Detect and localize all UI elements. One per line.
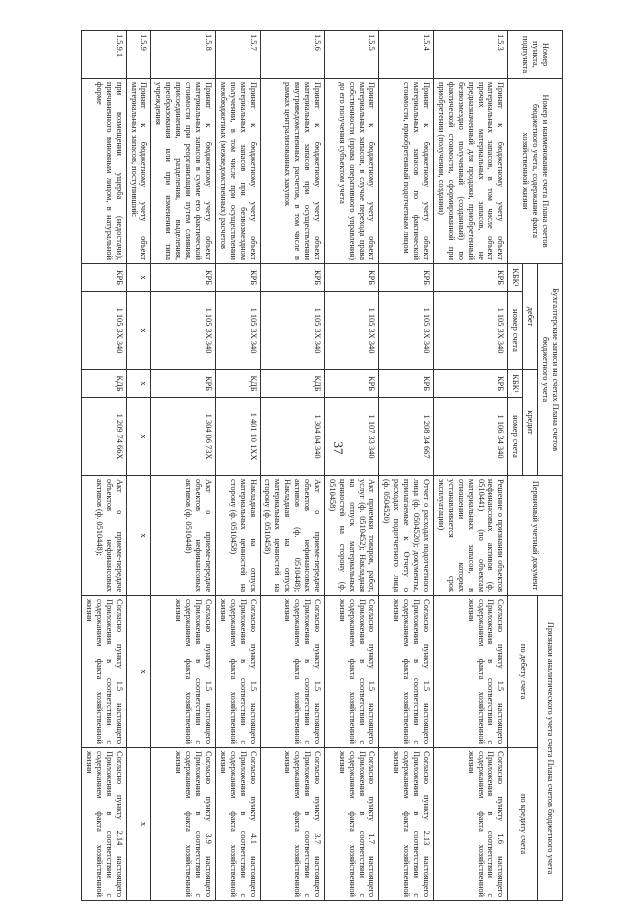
- row-account-name: Принят к бюджетному учету объект материальных запасов в сумме его фактической стоимости при реорганизации путем слияния, присоединения, разделения, выделения, преобразования или при изменении типа учреждения: [151, 79, 215, 264]
- rotated-page: [23, 30, 563, 900]
- page-number: 37: [331, 441, 346, 455]
- row-kbk-credit: КДБ: [260, 370, 324, 398]
- row-number: 1.5.8: [151, 31, 215, 79]
- header-kbk-debit: КБК¹: [508, 264, 523, 292]
- row-kbk-debit: КРБ: [260, 264, 324, 292]
- row-account-credit: 1 106 34 340: [434, 398, 508, 476]
- row-analytics-debit: х: [126, 596, 151, 748]
- row-kbk-credit: КРБ: [434, 370, 508, 398]
- header-acc-credit: номер счета: [508, 398, 523, 476]
- accounting-table: [81, 30, 563, 901]
- row-document: Акт о приеме-передаче объектов нефинансовых активов (ф. 0510448);: [82, 476, 127, 596]
- row-document: Отчет о расходах подотчетного лица (ф. 0504520); документы, прилагаемые к Отчету о расходах подотчетного лица (ф. 0504520): [379, 476, 434, 596]
- header-entries: Бухгалтерские записи на счетах Плана счетов бюджетного учета: [538, 264, 563, 476]
- row-number: 1.5.4: [379, 31, 434, 79]
- row-analytics-credit: Согласно пункту 2.14 настоящего Приложения в соответствии с содержанием факта хозяйственной жизни: [82, 748, 127, 901]
- row-number: 1.5.9.1: [82, 31, 127, 79]
- header-number: Номер пункта, подпункта: [508, 31, 563, 79]
- header-debit: дебет: [523, 264, 538, 370]
- row-analytics-debit: Согласно пункту 1.5 настоящего Приложения в соответствии с содержанием факта хозяйственной жизни: [215, 596, 260, 748]
- row-account-debit: 1 105 3Х 340: [434, 292, 508, 370]
- row-document: х: [126, 476, 151, 596]
- row-account-name: Принят к бюджетному учету объект материальных запасов, поступивший:: [126, 79, 151, 264]
- row-analytics-debit: Согласно пункту 1.5 настоящего Приложения в соответствии с содержанием факта хозяйственной жизни: [82, 596, 127, 748]
- header-document: Первичный учетный документ: [508, 476, 563, 596]
- row-account-credit: 1 304 04 340: [260, 398, 324, 476]
- row-document: Акт о приеме-передаче объектов нефинансовых активов (ф. 0510448): [151, 476, 215, 596]
- header-by-debit: по дебету счета: [508, 596, 538, 748]
- row-analytics-credit: Согласно пункту 1.7 настоящего Приложения в соответствии с содержанием факта хозяйственной жизни: [324, 748, 379, 901]
- row-account-credit: х: [126, 398, 151, 476]
- row-account-name: Принят к бюджетному учету объект материальных запасов, в случае перехода права собственности (права оперативного управления) до его получения субъектом учета: [324, 79, 379, 264]
- row-kbk-debit: КРБ: [434, 264, 508, 292]
- row-account-debit: 1 105 3Х 340: [324, 292, 379, 370]
- row-account-name: Принят к бюджетному учету объект материальных запасов, в том числе объект прочих материальных запасов, не предназначенный для продажи, приобретенный безвозмездно полученный (созданный) по фактической стоимости, сформированной при приобретении (получении, создании): [434, 79, 508, 264]
- header-by-credit: по кредиту счета: [508, 748, 538, 901]
- row-kbk-debit: КРБ: [379, 264, 434, 292]
- row-analytics-credit: Согласно пункту 1.6 настоящего Приложения в соответствии с содержанием факта хозяйственной жизни: [434, 748, 508, 901]
- row-account-name: при возмещении ущерба (недостачи), причиненного виновным лицом, в натуральной форме: [82, 79, 127, 264]
- row-account-name: Принят к бюджетному учету объект материальных запасов при безвозмездном получении, в том числе при осуществлении межбюджетных (межведомственных) расчетов: [215, 79, 260, 264]
- table-row: [215, 31, 260, 901]
- row-document: Решение о признании объектов нефинансовых активов (ф. 0510441) (по объектам материальных запасов, в отношении которых устанавливается срок эксплуатации): [434, 476, 508, 596]
- row-document: Акт о приеме-передаче объектов нефинансовых активов (ф. 0510448); Накладная на отпуск материальных ценностей на сторону (ф. 0510458): [260, 476, 324, 596]
- row-kbk-credit: КРБ: [324, 370, 379, 398]
- row-kbk-credit: КРБ: [379, 370, 434, 398]
- row-account-credit: 1 401 10 1ХХ: [215, 398, 260, 476]
- row-account-debit: 1 105 3Х 340: [379, 292, 434, 370]
- row-analytics-credit: Согласно пункту 3.7 настоящего Приложения в соответствии с содержанием факта хозяйственной жизни: [260, 748, 324, 901]
- row-analytics-credit: Согласно пункту 2.13 настоящего Приложения в соответствии с содержанием факта хозяйственной жизни: [379, 748, 434, 901]
- row-account-debit: 1 105 3Х 340: [82, 292, 127, 370]
- row-kbk-debit: КРБ: [215, 264, 260, 292]
- row-account-credit: 1 209 74 66Х: [82, 398, 127, 476]
- row-analytics-debit: Согласно пункту 1.5 настоящего Приложения в соответствии с содержанием факта хозяйственной жизни: [379, 596, 434, 748]
- row-kbk-debit: КРБ: [324, 264, 379, 292]
- row-number: 1.5.5: [324, 31, 379, 79]
- row-analytics-debit: Согласно пункту 1.5 настоящего Приложения в соответствии с содержанием факта хозяйственной жизни: [434, 596, 508, 748]
- row-kbk-debit: х: [126, 264, 151, 292]
- header-analytics: Признаки аналитического учета счета Плана счетов бюджетного учета: [538, 596, 563, 901]
- table-row: [434, 31, 508, 901]
- row-kbk-debit: КРБ: [151, 264, 215, 292]
- row-account-debit: 1 105 3Х 340: [151, 292, 215, 370]
- row-kbk-credit: х: [126, 370, 151, 398]
- table-row: [151, 31, 215, 901]
- table-row: [126, 31, 151, 901]
- row-account-debit: 1 105 3Х 340: [215, 292, 260, 370]
- row-account-credit: 1 208 34 667: [379, 398, 434, 476]
- row-number: 1.5.6: [260, 31, 324, 79]
- row-analytics-credit: Согласно пункту 4.1 настоящего Приложения в соответствии с содержанием факта хозяйственной жизни: [215, 748, 260, 901]
- row-account-name: Принят к бюджетному учету объект материальных запасов при осуществлении внутриведомственных расчетов, в том числе в рамках централизованных закупок: [260, 79, 324, 264]
- row-analytics-credit: Согласно пункту 3.9 настоящего Приложения в соответствии с содержанием факта хозяйственной жизни: [151, 748, 215, 901]
- table-row: [379, 31, 434, 901]
- row-document: Акт приемки товаров, работ, услуг (ф. 0510452); Накладная на отпуск материальных ценностей на сторону (ф. 0510458): [324, 476, 379, 596]
- row-document: Накладная на отпуск материальных ценностей на сторону (ф. 0510458): [215, 476, 260, 596]
- row-analytics-debit: Согласно пункту 1.5 настоящего Приложения в соответствии с содержанием факта хозяйственной жизни: [151, 596, 215, 748]
- row-number: 1.5.3: [434, 31, 508, 79]
- row-analytics-credit: х: [126, 748, 151, 901]
- row-kbk-credit: КРБ: [151, 370, 215, 398]
- row-kbk-credit: КДБ: [82, 370, 127, 398]
- header-acc-debit: номер счета: [508, 292, 523, 370]
- table-row: [324, 31, 379, 901]
- row-number: 1.5.9: [126, 31, 151, 79]
- row-kbk-debit: КРБ: [82, 264, 127, 292]
- row-analytics-debit: Согласно пункту 1.5 настоящего Приложения в соответствии с содержанием факта хозяйственной жизни: [324, 596, 379, 748]
- row-kbk-credit: КДБ: [215, 370, 260, 398]
- row-account-name: Принят к бюджетному учету объект материальных запасов по фактической стоимости, приобретенный подотчетным лицом: [379, 79, 434, 264]
- row-account-credit: 1 304 06 73Х: [151, 398, 215, 476]
- row-analytics-debit: Согласно пункту 1.5 настоящего Приложения в соответствии с содержанием факта хозяйственной жизни: [260, 596, 324, 748]
- header-credit: кредит: [523, 370, 538, 476]
- table-row: [82, 31, 127, 901]
- table-row: [260, 31, 324, 901]
- header-kbk-credit: КБК¹: [508, 370, 523, 398]
- header-account-name: Номер и наименование счета Плана счетов бюджетного учета, содержание факта хозяйственной жизни: [508, 79, 563, 264]
- row-account-debit: 1 105 3Х 340: [260, 292, 324, 370]
- row-account-credit: 1 107 33 340: [324, 398, 379, 476]
- row-number: 1.5.7: [215, 31, 260, 79]
- row-account-debit: х: [126, 292, 151, 370]
